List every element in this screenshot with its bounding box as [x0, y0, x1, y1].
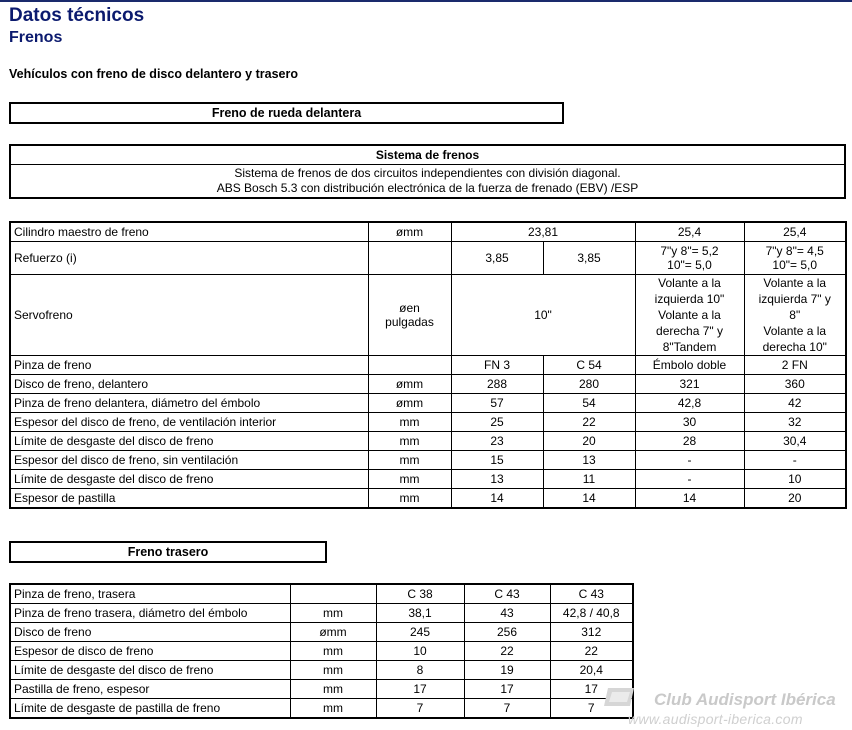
club-logo-icon — [604, 686, 634, 708]
row-value: 20 — [543, 432, 635, 451]
row-label: Límite de desgaste del disco de freno — [10, 432, 368, 451]
row-unit: mm — [368, 451, 451, 470]
row-unit: ømm — [368, 375, 451, 394]
row-value: 42,8 — [635, 394, 744, 413]
table-row — [10, 604, 633, 623]
page-subtitle: Frenos — [9, 29, 63, 46]
row-value: 10 — [376, 642, 464, 661]
row-label: Límite de desgaste del disco de freno — [10, 661, 290, 680]
row-value: 43 — [464, 604, 550, 623]
row-value: 288 — [451, 375, 543, 394]
value-line: Volante a la — [763, 324, 827, 338]
row-value: Émbolo doble — [635, 356, 744, 375]
row-label: Pastilla de freno, espesor — [10, 680, 290, 699]
row-value: - — [635, 451, 744, 470]
row-label: Espesor del disco de freno, sin ventilación — [10, 451, 368, 470]
row-value: 22 — [464, 642, 550, 661]
row-value: 14 — [543, 489, 635, 509]
row-label: Cilindro maestro de freno — [10, 222, 368, 242]
value-line: 7"y 8"= 4,5 — [765, 244, 824, 258]
row-label: Límite de desgaste del disco de freno — [10, 470, 368, 489]
row-label: Pinza de freno delantera, diámetro del émbolo — [10, 394, 368, 413]
row-value: FN 3 — [451, 356, 543, 375]
row-unit: ømm — [368, 222, 451, 242]
row-value: C 38 — [376, 584, 464, 604]
row-value: 38,1 — [376, 604, 464, 623]
watermark-name: Club Audisport Ibérica — [654, 690, 836, 709]
table-row — [10, 222, 846, 242]
rear-brake-section-header: Freno trasero — [9, 541, 327, 563]
table-row — [10, 356, 846, 375]
table-row — [10, 642, 633, 661]
row-value: 22 — [543, 413, 635, 432]
row-value: 3,85 — [543, 242, 635, 275]
row-unit — [368, 356, 451, 375]
row-unit — [368, 275, 451, 356]
table-row — [10, 623, 633, 642]
vehicles-heading: Vehículos con freno de disco delantero y trasero — [9, 67, 298, 81]
row-label: Disco de freno, delantero — [10, 375, 368, 394]
row-unit: mm — [290, 604, 376, 623]
row-value-multiline — [744, 275, 846, 356]
row-value: 13 — [451, 470, 543, 489]
table-row — [10, 680, 633, 699]
row-label: Espesor de pastilla — [10, 489, 368, 509]
row-unit: ømm — [290, 623, 376, 642]
top-border — [0, 0, 852, 2]
row-label: Disco de freno — [10, 623, 290, 642]
row-value: 10" — [451, 275, 635, 356]
row-unit: mm — [290, 661, 376, 680]
row-value: 23 — [451, 432, 543, 451]
front-brake-table — [9, 221, 847, 509]
value-line: 7"y 8"= 5,2 — [660, 244, 719, 258]
row-value-multiline — [744, 242, 846, 275]
watermark-url: www.audisport-iberica.com — [628, 711, 803, 727]
row-value: 42 — [744, 394, 846, 413]
row-unit: mm — [368, 432, 451, 451]
row-label: Servofreno — [10, 275, 368, 356]
row-value: 17 — [376, 680, 464, 699]
row-value: 10 — [744, 470, 846, 489]
value-line: derecha 7" y — [656, 324, 723, 338]
value-line: Volante a la — [763, 276, 827, 290]
value-line: 10"= 5,0 — [772, 258, 818, 272]
table-row — [10, 242, 846, 275]
table-row — [10, 375, 846, 394]
brake-system-line-1: Sistema de frenos de dos circuitos independientes con división diagonal. — [234, 166, 621, 180]
row-value: 25,4 — [744, 222, 846, 242]
row-value: 312 — [550, 623, 633, 642]
row-value: 30 — [635, 413, 744, 432]
row-value: 19 — [464, 661, 550, 680]
row-value-multiline — [635, 242, 744, 275]
row-value: - — [744, 451, 846, 470]
row-value: 30,4 — [744, 432, 846, 451]
brake-system-description — [10, 165, 845, 199]
table-row — [10, 413, 846, 432]
table-row — [10, 432, 846, 451]
row-value: 11 — [543, 470, 635, 489]
row-value: C 43 — [550, 584, 633, 604]
row-unit: mm — [290, 699, 376, 719]
row-value: 25 — [451, 413, 543, 432]
row-unit: mm — [368, 413, 451, 432]
row-label: Pinza de freno, trasera — [10, 584, 290, 604]
row-value: 32 — [744, 413, 846, 432]
row-value: 17 — [550, 680, 633, 699]
row-value: 57 — [451, 394, 543, 413]
row-label: Espesor de disco de freno — [10, 642, 290, 661]
row-value: 256 — [464, 623, 550, 642]
row-value: 23,81 — [451, 222, 635, 242]
brake-system-table — [9, 144, 846, 199]
row-value: 15 — [451, 451, 543, 470]
table-row — [10, 470, 846, 489]
table-row — [10, 699, 633, 719]
table-row — [10, 394, 846, 413]
row-unit: mm — [290, 642, 376, 661]
table-row — [10, 275, 846, 356]
unit-line: øen — [399, 301, 420, 315]
row-value: 20 — [744, 489, 846, 509]
row-label: Límite de desgaste de pastilla de freno — [10, 699, 290, 719]
value-line: derecha 10" — [762, 340, 827, 354]
row-value: 8 — [376, 661, 464, 680]
value-line: izquierda 10" — [654, 292, 725, 306]
row-value: 7 — [376, 699, 464, 719]
front-brake-section-header: Freno de rueda delantera — [9, 102, 564, 124]
row-value-multiline — [635, 275, 744, 356]
row-unit: mm — [368, 470, 451, 489]
table-row — [10, 661, 633, 680]
row-value: 2 FN — [744, 356, 846, 375]
row-value: 321 — [635, 375, 744, 394]
page-title: Datos técnicos — [9, 5, 145, 26]
row-value: 54 — [543, 394, 635, 413]
table-row — [10, 489, 846, 509]
row-value: 245 — [376, 623, 464, 642]
row-value: - — [635, 470, 744, 489]
row-value: 22 — [550, 642, 633, 661]
row-value: C 43 — [464, 584, 550, 604]
row-value: 360 — [744, 375, 846, 394]
row-value: 14 — [635, 489, 744, 509]
table-row — [10, 451, 846, 470]
row-value: C 54 — [543, 356, 635, 375]
club-watermark — [604, 684, 852, 728]
value-line: izquierda 7" y — [758, 292, 831, 306]
row-value: 280 — [543, 375, 635, 394]
value-line: 8" — [789, 308, 801, 322]
unit-line: pulgadas — [385, 315, 434, 329]
row-unit: mm — [368, 489, 451, 509]
row-label: Pinza de freno trasera, diámetro del émbolo — [10, 604, 290, 623]
row-unit: mm — [290, 680, 376, 699]
brake-system-line-2: ABS Bosch 5.3 con distribución electrónica de la fuerza de frenado (EBV) /ESP — [216, 181, 639, 195]
row-unit — [290, 584, 376, 604]
row-value: 14 — [451, 489, 543, 509]
row-value: 17 — [464, 680, 550, 699]
row-value: 13 — [543, 451, 635, 470]
value-line: 10"= 5,0 — [667, 258, 712, 272]
row-value: 28 — [635, 432, 744, 451]
value-line: 8"Tandem — [662, 340, 717, 354]
row-value: 20,4 — [550, 661, 633, 680]
row-value: 7 — [550, 699, 633, 719]
row-label: Pinza de freno — [10, 356, 368, 375]
table-row — [10, 584, 633, 604]
row-value: 25,4 — [635, 222, 744, 242]
rear-brake-table — [9, 583, 634, 719]
value-line: Volante a la — [658, 308, 721, 322]
brake-system-header: Sistema de frenos — [10, 145, 845, 165]
row-value: 7 — [464, 699, 550, 719]
row-value: 42,8 / 40,8 — [550, 604, 633, 623]
row-unit: ømm — [368, 394, 451, 413]
row-label: Refuerzo (i) — [10, 242, 368, 275]
row-label: Espesor del disco de freno, de ventilación interior — [10, 413, 368, 432]
value-line: Volante a la — [658, 276, 721, 290]
row-unit — [368, 242, 451, 275]
row-value: 3,85 — [451, 242, 543, 275]
